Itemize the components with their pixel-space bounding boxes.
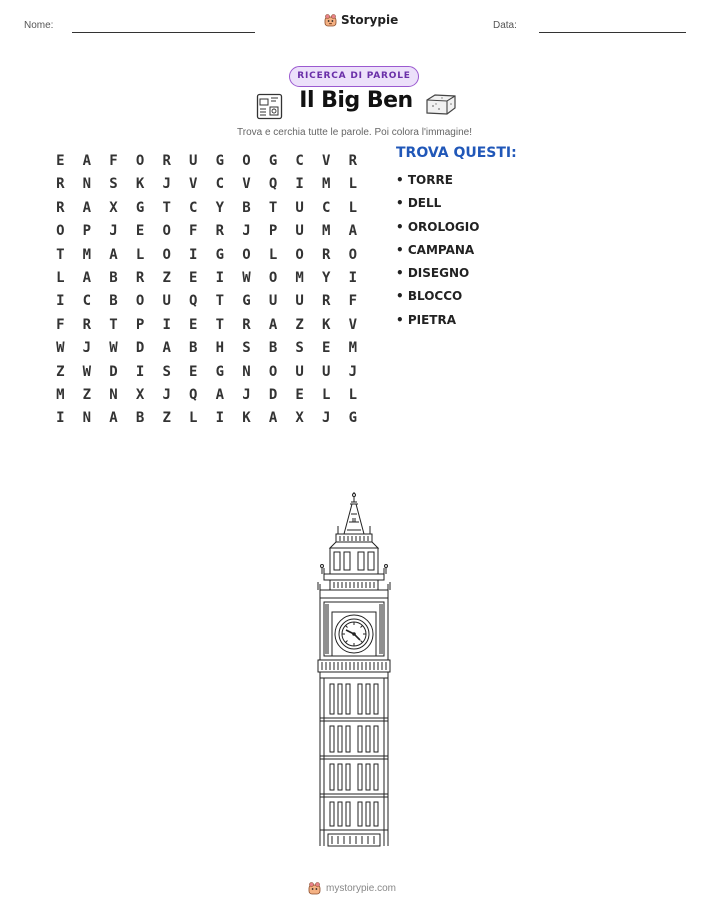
grid-cell[interactable]: Y <box>322 269 331 286</box>
grid-cell[interactable]: P <box>268 223 278 240</box>
footer <box>308 881 396 895</box>
grid-cell[interactable]: I <box>56 293 65 310</box>
grid-cell[interactable]: J <box>162 176 171 193</box>
grid-cell[interactable]: X <box>135 386 145 403</box>
grid-cell[interactable]: E <box>56 153 65 169</box>
grid-cell[interactable]: U <box>268 293 278 310</box>
grid-cell[interactable]: F <box>348 293 358 310</box>
grid-cell[interactable]: A <box>109 410 118 427</box>
grid-cell[interactable]: R <box>56 199 65 216</box>
grid-cell[interactable]: O <box>242 153 251 169</box>
grid-cell[interactable]: E <box>189 269 198 286</box>
grid-cell[interactable]: D <box>268 386 278 403</box>
grid-cell[interactable]: P <box>135 316 145 333</box>
word-item: • DELL <box>396 196 442 211</box>
grid-cell[interactable]: C <box>215 176 225 193</box>
grid-cell[interactable]: O <box>135 153 145 169</box>
grid-cell[interactable]: X <box>295 410 304 427</box>
grid-cell[interactable]: C <box>322 199 331 216</box>
grid-cell[interactable]: E <box>295 386 304 403</box>
grid-cell[interactable]: F <box>189 223 198 240</box>
category-badge: RICERCA DI PAROLE <box>289 66 419 87</box>
grid-cell[interactable]: R <box>322 246 331 263</box>
grid-cell[interactable]: B <box>135 410 145 427</box>
grid-cell[interactable]: L <box>348 199 358 216</box>
grid-cell[interactable]: B <box>189 340 198 357</box>
grid-cell[interactable]: L <box>268 246 278 263</box>
grid-cell[interactable]: J <box>162 386 171 403</box>
grid-cell[interactable]: H <box>215 340 225 357</box>
grid-cell[interactable]: U <box>295 293 304 310</box>
grid-cell[interactable]: A <box>268 410 278 427</box>
word-item: • TORRE <box>396 173 453 187</box>
name-line[interactable] <box>72 32 255 33</box>
grid-cell[interactable]: C <box>82 293 92 310</box>
grid-cell[interactable]: A <box>215 386 225 403</box>
grid-cell[interactable]: T <box>268 199 278 216</box>
grid-cell[interactable]: O <box>135 293 145 310</box>
storypie-logo-icon <box>324 13 337 27</box>
grid-cell[interactable]: T <box>215 293 225 310</box>
grid-cell[interactable]: V <box>322 153 331 169</box>
grid-cell[interactable]: O <box>242 246 251 263</box>
grid-cell[interactable]: G <box>268 153 278 169</box>
grid-cell[interactable]: I <box>135 363 145 380</box>
grid-cell[interactable]: I <box>215 410 225 427</box>
grid-cell[interactable]: W <box>242 269 251 286</box>
grid-cell[interactable]: D <box>135 340 145 357</box>
grid-cell[interactable]: Q <box>189 293 198 310</box>
grid-cell[interactable]: B <box>242 199 251 216</box>
grid-cell[interactable]: C <box>295 153 304 169</box>
grid-cell[interactable]: U <box>295 363 304 380</box>
grid-cell[interactable]: J <box>242 386 251 403</box>
grid-cell[interactable]: B <box>109 269 118 286</box>
grid-cell[interactable]: I <box>348 269 358 286</box>
grid-cell[interactable]: R <box>242 316 251 333</box>
grid-cell[interactable]: M <box>322 176 331 193</box>
grid-cell[interactable]: Z <box>56 363 65 380</box>
grid-cell[interactable]: T <box>162 199 171 216</box>
grid-cell[interactable]: R <box>56 176 65 193</box>
grid-cell[interactable]: E <box>135 223 145 240</box>
word-list <box>396 171 479 334</box>
grid-cell[interactable]: K <box>135 176 145 193</box>
grid-cell[interactable]: Z <box>295 316 304 333</box>
grid-cell[interactable]: E <box>189 363 198 380</box>
word-item: • OROLOGIO <box>396 219 480 234</box>
grid-cell[interactable]: N <box>82 410 92 427</box>
grid-cell[interactable]: L <box>56 269 65 286</box>
grid-cell[interactable]: Z <box>162 269 171 286</box>
grid-cell[interactable]: J <box>109 223 118 240</box>
grid-cell[interactable]: G <box>135 199 145 216</box>
grid-cell[interactable]: A <box>348 223 358 240</box>
grid-cell[interactable]: A <box>162 340 171 357</box>
grid-cell[interactable]: U <box>295 223 304 240</box>
grid-cell[interactable]: O <box>268 269 278 286</box>
grid-cell[interactable]: S <box>295 340 304 357</box>
word-item: • PIETRA <box>396 312 457 327</box>
grid-cell[interactable]: X <box>109 199 118 216</box>
stone-block-icon <box>425 92 457 116</box>
grid-cell[interactable]: O <box>295 246 304 263</box>
grid-cell[interactable]: O <box>56 223 65 240</box>
grid-cell[interactable]: R <box>322 293 331 310</box>
grid-cell[interactable]: G <box>215 153 225 169</box>
grid-cell[interactable]: Z <box>162 410 171 427</box>
grid-cell[interactable]: M <box>322 223 331 240</box>
big-ben-illustration[interactable] <box>300 490 410 852</box>
date-label: Data: <box>493 20 517 31</box>
grid-cell[interactable]: N <box>82 176 92 193</box>
word-list-title: TROVA QUESTI: <box>396 145 517 161</box>
brand <box>324 13 398 27</box>
grid-cell[interactable]: A <box>82 269 92 286</box>
grid-cell[interactable]: R <box>135 269 145 286</box>
grid-cell[interactable]: T <box>56 246 65 263</box>
grid-cell[interactable]: T <box>109 316 118 333</box>
grid-cell[interactable]: V <box>348 316 358 333</box>
date-line[interactable] <box>539 32 686 33</box>
grid-cell[interactable]: M <box>82 246 92 263</box>
grid-cell[interactable]: B <box>268 340 278 357</box>
grid-cell[interactable]: R <box>162 153 171 169</box>
grid-cell[interactable]: Y <box>215 199 225 216</box>
grid-cell[interactable]: I <box>189 246 198 263</box>
grid-cell[interactable]: I <box>215 269 225 286</box>
grid-cell[interactable]: G <box>215 363 225 380</box>
grid-cell[interactable]: C <box>189 199 198 216</box>
grid-cell[interactable]: K <box>242 410 251 427</box>
grid-cell[interactable]: L <box>348 386 358 403</box>
word-item: • DISEGNO <box>396 266 470 281</box>
grid-cell[interactable]: U <box>189 153 198 169</box>
grid-cell[interactable]: J <box>82 340 92 357</box>
footer-url[interactable]: mystorypie.com <box>326 882 397 894</box>
grid-cell[interactable]: L <box>322 386 331 403</box>
grid-cell[interactable]: A <box>82 153 92 169</box>
grid-cell[interactable]: O <box>162 246 171 263</box>
grid-cell[interactable]: W <box>109 340 118 357</box>
grid-cell[interactable]: A <box>109 246 118 263</box>
grid-cell[interactable]: S <box>242 340 251 357</box>
grid-cell[interactable]: G <box>348 410 358 427</box>
grid-cell[interactable]: Q <box>189 386 198 403</box>
grid-cell[interactable]: S <box>162 363 171 380</box>
grid-cell[interactable]: E <box>322 340 331 357</box>
grid-cell[interactable]: O <box>162 223 171 240</box>
grid-cell[interactable]: I <box>162 316 171 333</box>
grid-cell[interactable]: I <box>295 176 304 193</box>
grid-cell[interactable]: L <box>135 246 145 263</box>
grid-cell[interactable]: G <box>215 246 225 263</box>
grid-cell[interactable]: M <box>348 340 358 357</box>
grid-cell[interactable]: R <box>215 223 225 240</box>
grid-cell[interactable]: I <box>56 410 65 427</box>
grid-cell[interactable]: F <box>109 153 118 169</box>
blueprint-icon <box>256 93 283 120</box>
grid-cell[interactable]: M <box>56 386 65 403</box>
grid-cell[interactable]: W <box>82 363 92 380</box>
grid-cell[interactable]: N <box>109 386 118 403</box>
grid-cell[interactable]: R <box>82 316 92 333</box>
grid-cell[interactable]: E <box>189 316 198 333</box>
grid-cell[interactable]: V <box>242 176 251 193</box>
grid-cell[interactable]: G <box>242 293 251 310</box>
grid-cell[interactable]: T <box>215 316 225 333</box>
grid-cell[interactable]: S <box>109 176 118 193</box>
grid-cell[interactable]: M <box>295 269 304 286</box>
grid-cell[interactable]: P <box>82 223 92 240</box>
grid-cell[interactable]: O <box>268 363 278 380</box>
grid-cell[interactable]: W <box>56 340 65 357</box>
instructions: Trova e cerchia tutte le parole. Poi colora l'immagine! <box>237 127 472 138</box>
word-item: • BLOCCO <box>396 289 463 304</box>
grid-cell[interactable]: D <box>109 363 118 380</box>
grid-cell[interactable]: U <box>162 293 171 310</box>
grid-cell[interactable]: U <box>322 363 331 380</box>
grid-cell[interactable]: L <box>348 176 358 193</box>
grid-cell[interactable]: J <box>348 363 358 380</box>
grid-cell[interactable]: Q <box>268 176 278 193</box>
page-title: Il Big Ben <box>299 88 413 113</box>
grid-cell[interactable]: O <box>348 246 358 263</box>
grid-cell[interactable]: J <box>322 410 331 427</box>
grid-cell[interactable]: J <box>242 223 251 240</box>
grid-cell[interactable]: L <box>189 410 198 427</box>
grid-cell[interactable]: A <box>268 316 278 333</box>
storypie-logo-icon <box>308 881 321 895</box>
grid-cell[interactable]: Z <box>82 386 92 403</box>
name-label: Nome: <box>24 20 54 31</box>
grid-cell[interactable]: B <box>109 293 118 310</box>
grid-cell[interactable]: U <box>295 199 304 216</box>
word-search-grid[interactable] <box>47 150 366 431</box>
grid-cell[interactable]: K <box>322 316 331 333</box>
grid-cell[interactable]: R <box>348 153 358 169</box>
grid-cell[interactable]: F <box>56 316 65 333</box>
grid-cell[interactable]: N <box>242 363 251 380</box>
grid-cell[interactable]: A <box>82 199 92 216</box>
grid-cell[interactable]: V <box>189 176 198 193</box>
word-item: • CAMPANA <box>396 242 475 257</box>
brand-name: Storypie <box>341 13 399 27</box>
